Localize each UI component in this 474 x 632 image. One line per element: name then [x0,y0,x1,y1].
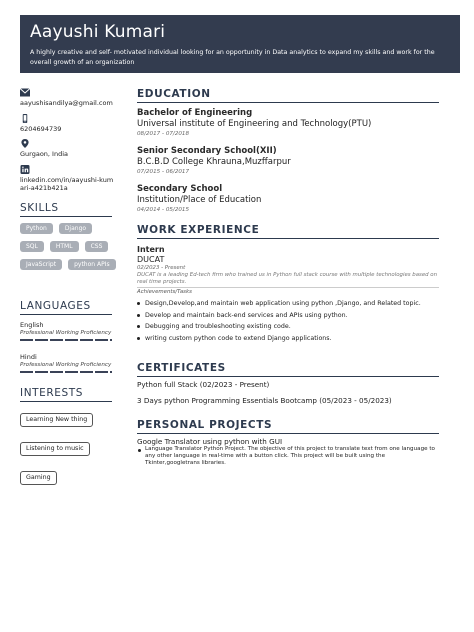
language-level: Professional Working Proficiency [20,361,112,368]
linkedin-text[interactable]: linkedin.com/in/aayushi-kumari-a421b421a [20,175,114,192]
skill-tag: SQL [20,241,44,252]
education-institution: B.C.B.D College Khrauna,Muzffarpur [137,157,291,167]
language-level-bar [20,371,112,373]
education-dates: 07/2015 - 06/2017 [137,169,190,175]
languages-section [20,300,116,373]
education-dates: 04/2014 - 05/2015 [137,207,190,213]
interest-row [20,464,116,485]
education-institution: Universal institute of Engineering and Technology(PTU) [137,119,372,129]
projects-heading: PERSONAL PROJECTS [137,419,439,434]
education-degree: Bachelor of Engineering [137,108,253,118]
interest-tag: Gaming [20,471,57,485]
contact-location [20,139,116,159]
education-item [137,146,439,176]
skills-section [20,202,116,270]
language-level-bar [20,339,112,341]
education-item [137,108,439,138]
job-role: Intern [137,245,165,254]
skills-list [20,223,116,270]
job-bullet: Debugging and troubleshooting existing code. [137,321,439,333]
interest-tag: Listening to music [20,442,90,456]
projects-section [137,419,439,466]
language-name: Hindi [20,352,37,361]
job-description: DUCAT is a leading Ed-tech firm who trained us in Python full stack course with multiple technologies based on real time projects. [137,272,437,285]
certificates-heading: CERTIFICATES [137,362,439,377]
experience-section [137,224,439,344]
education-degree: Senior Secondary School(XII) [137,146,277,156]
education-item [137,184,439,214]
job-subheading: Achievements/Tasks [137,287,439,296]
candidate-name: Aayushi Kumari [30,22,166,42]
skills-heading: SKILLS [20,202,112,217]
certificates-section [137,362,439,405]
location-text: Gurgaon, India [20,150,69,158]
job-item [137,245,439,344]
contact-linkedin [20,165,116,193]
skill-tag: python APIs [68,259,116,270]
phone-text[interactable]: 6204694739 [20,124,62,133]
skill-tag: CSS [85,241,109,252]
job-company: DUCAT [137,255,165,264]
envelope-icon [20,88,30,97]
job-bullet: Develop and maintain back-end services and APIs using python. [137,310,439,322]
interests-heading: INTERESTS [20,387,112,402]
contact-email [20,88,116,108]
language-level: Professional Working Proficiency [20,329,112,336]
contact-phone [20,114,116,134]
project-description: Language Translator Python Project. The objective of this project to translate text from one language to any other language in real-time with a button click. This project will be built using the Tkinter,googletrans libraries. [137,446,439,466]
education-degree: Secondary School [137,184,223,194]
certificate-item: Python full Stack (02/2023 - Present) [137,380,270,389]
interests-section [20,387,116,485]
education-section [137,88,439,214]
certificate-item: 3 Days python Programming Essentials Bootcamp (05/2023 - 05/2023) [137,396,392,405]
interest-row [20,435,116,456]
left-column [20,88,116,485]
education-institution: Institution/Place of Education [137,195,262,205]
email-text[interactable]: aayushisandilya@gmail.com [20,99,113,107]
job-bullet-list [137,298,439,344]
education-heading: EDUCATION [137,88,439,103]
language-item [20,353,116,373]
location-pin-icon [20,139,30,148]
phone-icon [20,114,30,123]
skill-tag: JavaScript [20,259,62,270]
experience-heading: WORK EXPERIENCE [137,224,439,239]
header-banner [20,15,460,73]
right-column [137,88,439,466]
language-item [20,321,116,341]
skill-tag: HTML [50,241,79,252]
interest-tag: Learning New thing [20,413,93,427]
language-name: English [20,320,44,329]
education-dates: 08/2017 - 07/2018 [137,131,190,137]
project-title: Google Translator using python with GUI [137,437,283,446]
languages-heading: LANGUAGES [20,300,112,315]
job-bullet: Design,Develop,and maintain web application using python ,Django, and Related topic. [137,298,439,310]
skill-tag: Python [20,223,53,234]
skill-tag: Django [59,223,92,234]
job-bullet: writing custom python code to extend Django applications. [137,333,439,345]
interest-row [20,406,116,427]
job-dates: 02/2023 - Present [137,265,186,271]
profile-summary: A highly creative and self- motivated individual looking for an opportunity in Data analytics to expand my skills and work for the overall growth of an organization [30,49,435,66]
linkedin-icon [20,165,30,174]
